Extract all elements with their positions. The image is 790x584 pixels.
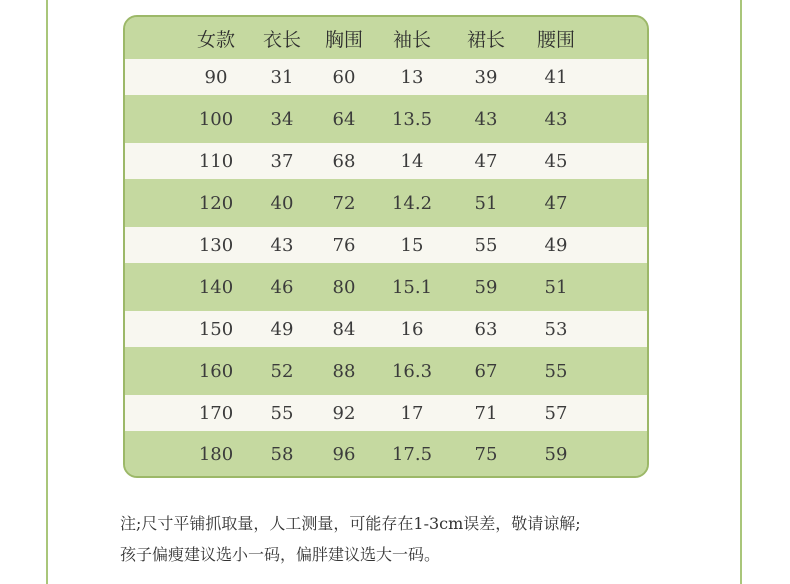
table-cell: 96: [332, 444, 356, 465]
table-cell: 130: [198, 234, 234, 256]
table-cell: 80: [332, 276, 356, 298]
table-cell: 57: [544, 402, 568, 424]
table-cell: 37: [270, 150, 294, 172]
table-cell: 34: [270, 108, 294, 130]
table-cell: 15.1: [391, 276, 433, 298]
table-cell: 140: [198, 276, 234, 298]
header-cell: 胸围: [324, 28, 363, 51]
table-cell: 17.5: [391, 444, 433, 465]
table-cell: 160: [198, 360, 234, 382]
table-cell: 17: [400, 402, 424, 424]
left-frame-line: [46, 0, 48, 584]
table-row: [125, 227, 647, 263]
table-cell: 49: [270, 318, 294, 340]
header-cell: 腰围: [536, 28, 575, 51]
table-cell: 51: [474, 192, 498, 214]
table-cell: 72: [332, 192, 356, 214]
table-cell: 60: [332, 66, 356, 88]
table-cell: 45: [544, 150, 568, 172]
table-cell: 47: [474, 150, 498, 172]
table-cell: 31: [270, 66, 294, 88]
table-cell: 13.5: [391, 108, 433, 130]
table-cell: 47: [544, 192, 568, 214]
table-cell: 52: [270, 360, 294, 382]
table-row: [125, 347, 647, 395]
table-cell: 16.3: [391, 360, 433, 382]
size-advice-note: 孩子偏瘦建议选小一码，偏胖建议选大一码。: [120, 545, 441, 564]
table-header-row: [125, 17, 647, 59]
table-cell: 15: [400, 234, 424, 256]
table-cell: 49: [544, 234, 568, 256]
table-cell: 14: [400, 150, 424, 172]
table-cell: 150: [198, 318, 234, 340]
table-cell: 40: [270, 192, 294, 214]
table-cell: 100: [198, 108, 234, 130]
table-cell: 55: [270, 402, 294, 424]
table-cell: 53: [544, 318, 568, 340]
table-cell: 59: [544, 444, 568, 465]
table-cell: 68: [332, 150, 356, 172]
table-cell: 41: [544, 66, 568, 88]
table-cell: 120: [198, 192, 234, 214]
table-cell: 90: [204, 66, 228, 88]
size-chart-table: [123, 15, 649, 478]
table-cell: 39: [474, 66, 498, 88]
table-row: [125, 179, 647, 227]
table-cell: 76: [332, 234, 356, 256]
table-row: [125, 95, 647, 143]
table-cell: 55: [474, 234, 498, 256]
table-cell: 55: [544, 360, 568, 382]
table-cell: 92: [332, 402, 356, 424]
table-cell: 64: [332, 108, 356, 130]
table-cell: 16: [400, 318, 424, 340]
header-cell: 衣长: [262, 28, 301, 51]
table-row: [125, 143, 647, 179]
table-cell: 110: [198, 150, 234, 172]
table-cell: 63: [474, 318, 498, 340]
table-cell: 14.2: [391, 192, 433, 214]
table-cell: 46: [270, 276, 294, 298]
table-cell: 59: [474, 276, 498, 298]
table-cell: 13: [400, 66, 424, 88]
table-cell: 84: [332, 318, 356, 340]
header-cell: 女款: [196, 28, 235, 51]
measurement-note: 注;尺寸平铺抓取量，人工测量，可能存在1-3cm误差，敬请谅解;: [120, 514, 581, 533]
table-cell: 75: [474, 444, 498, 465]
table-cell: 170: [198, 402, 234, 424]
table-row: [125, 311, 647, 347]
header-cell: 袖长: [392, 28, 431, 51]
table-cell: 43: [270, 234, 294, 256]
table-cell: 67: [474, 360, 498, 382]
table-cell: 43: [474, 108, 498, 130]
table-cell: 180: [198, 444, 234, 465]
table-row: [125, 395, 647, 431]
table-cell: 71: [474, 402, 498, 424]
table-cell: 51: [544, 276, 568, 298]
table-row: [125, 263, 647, 311]
table-cell: 58: [270, 444, 294, 465]
table-row: [125, 431, 647, 478]
table-cell: 43: [544, 108, 568, 130]
header-cell: 裙长: [466, 28, 505, 51]
table-cell: 88: [332, 360, 356, 382]
right-frame-line: [740, 0, 742, 584]
table-row: [125, 59, 647, 95]
